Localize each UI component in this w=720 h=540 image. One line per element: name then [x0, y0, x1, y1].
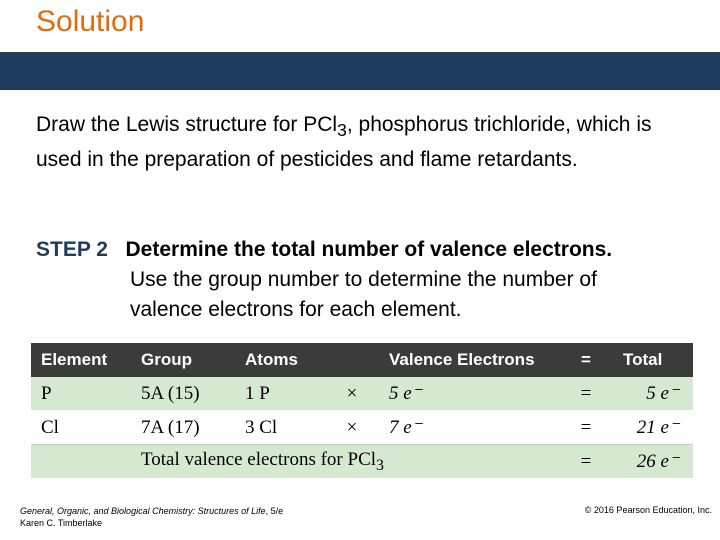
step-label: STEP 2 [36, 238, 108, 261]
cell-valence: 5 e⁻ [379, 377, 559, 411]
cell-element: P [31, 377, 131, 411]
cell-times: × [325, 411, 379, 445]
total-label: Total valence electrons for PCl$_3$ [131, 445, 559, 479]
cell-valence: 7 e⁻ [379, 411, 559, 445]
footer-edition: , 5/e [265, 506, 284, 516]
cell-times: × [325, 377, 379, 411]
problem-text-after: , phosphorus trichloride, which is used in the preparation of pesticides and flame retardants. [36, 113, 652, 172]
cell-element: Cl [31, 411, 131, 445]
table-row [31, 411, 693, 445]
valence-electron-table [31, 343, 693, 478]
total-equals: = [559, 445, 613, 479]
cell-group: 5A (15) [131, 377, 235, 411]
table-total-row [31, 445, 693, 479]
step-line-2: Use the group number to determine the number of [130, 268, 597, 291]
table-header-row [31, 343, 693, 377]
step-2 [36, 235, 706, 325]
header-times [325, 343, 379, 377]
problem-text-before: Draw the Lewis structure for PCl [36, 113, 338, 136]
cell-atoms: 3 Cl [235, 411, 325, 445]
problem-subscript: 3 [337, 120, 347, 141]
cell-atoms: 1 P [235, 377, 325, 411]
cell-equals: = [559, 411, 613, 445]
footer-citation [20, 505, 283, 529]
slide-title: Solution [36, 5, 145, 38]
footer-copyright: © 2016 Pearson Education, Inc. [584, 505, 712, 515]
footer-book-title: General, Organic, and Biological Chemistry: Structures of Life [20, 506, 266, 516]
table-row [31, 377, 693, 411]
header-total: Total [613, 343, 693, 377]
header-element: Element [31, 343, 131, 377]
header-group: Group [131, 343, 235, 377]
header-atoms: Atoms [235, 343, 325, 377]
cell-equals: = [559, 377, 613, 411]
step-line-3: valence electrons for each element. [130, 298, 462, 321]
problem-statement [36, 110, 686, 175]
header-equals: = [559, 343, 613, 377]
cell-total: 21 e⁻ [613, 411, 693, 445]
step-heading: Determine the total number of valence electrons. [125, 238, 613, 261]
total-value: 26 e⁻ [613, 445, 693, 479]
cell-group: 7A (17) [131, 411, 235, 445]
header-valence: Valence Electrons [379, 343, 559, 377]
header-band [0, 52, 720, 90]
footer-author: Karen C. Timberlake [20, 518, 103, 528]
cell-total: 5 e⁻ [613, 377, 693, 411]
